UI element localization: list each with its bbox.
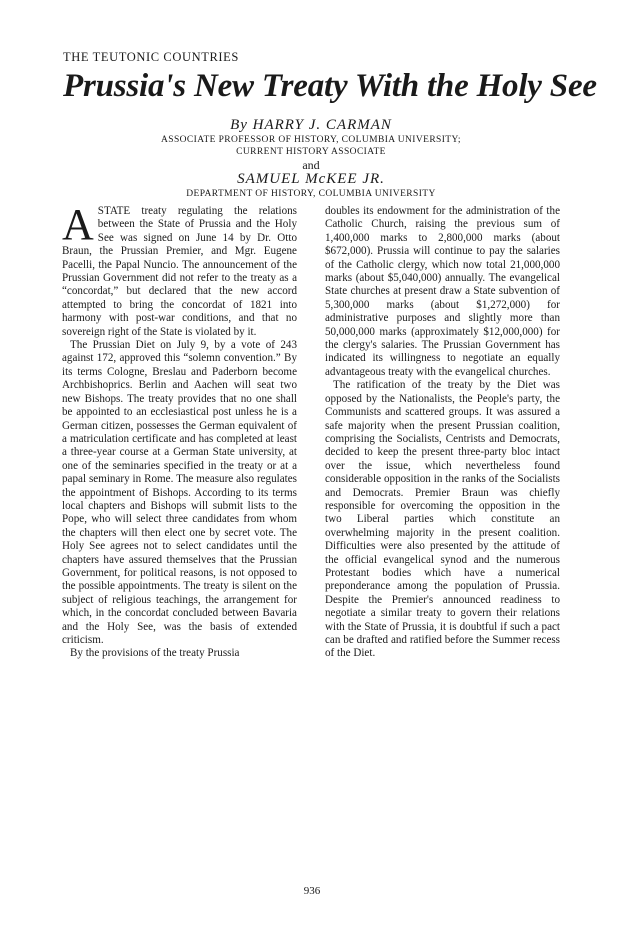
paragraph: By the provisions of the treaty Prussia <box>70 647 240 660</box>
column-left <box>62 200 297 661</box>
article-title: Prussia's New Treaty With the Holy See <box>63 68 597 104</box>
paragraph-text: STATE treaty regulating the relations between the State of Prussia and the Holy See was signed on June 14 by Dr. Otto Braun, the Prussian Premier, and Mgr. Eugene Pacelli, the Papal Nuncio. The announcement of the Prussian Government did not refer to the treaty as a “concordat,” but declared that the new accord attempted to bring the concordat of 1821 into harmony with post-war conditions, and that no sovereign right of the State is violated by it. <box>62 205 297 338</box>
paragraph <box>62 200 297 339</box>
drop-cap: A <box>62 200 94 249</box>
column-right <box>325 205 560 661</box>
author-1-affiliation-2: CURRENT HISTORY ASSOCIATE <box>236 147 386 157</box>
paragraph: doubles its endowment for the administration of the Catholic Church, raising the previous sum of 1,400,000 marks to 2,800,000 marks (about $672,000). Prussia will continue to pay the salaries of the Catholic clergy, which now total 21,000,000 marks (about $5,040,000) annually. The evangelical State churches at present draw a State subvention of 5,300,000 marks (about $1,272,000) for administrative purposes and slightly more than 50,000,000 marks (approximately $12,000,000) for the clergy's salaries. The Prussian Government has indicated its willingness to negotiate an equally advantageous treaty with the evangelical churches. <box>325 205 560 378</box>
paragraph: The Prussian Diet on July 9, by a vote of 243 against 172, approved this “solemn convention.” By its terms Cologne, Breslau and Paderborn become Archbishoprics. Berlin and Aachen will seat two new Bishops. The treaty provides that no one shall be appointed to an ecclesiastical post unless he is a German citizen, possesses the German equivalent of a matriculation certificate and has completed at least a three-year course at a German State university, at one of the seminaries specified in the treaty or at a papal seminary in Rome. The measure also regulates the appointment of Bishops. According to its terms local chapters and Bishops will submit lists to the Pope, who will select three candidates from whom the chapters will then elect one by secret vote. The Holy See agrees not to select candidates until the chapters have assured themselves that the Prussian Government, for political reasons, is not opposed to the possible appointments. The treaty is silent on the subject of religious teachings, the arrangement for which, in the concordat concluded between Bavaria and the Holy See, was the basis of extended criticism. <box>62 339 297 646</box>
byline-and: and <box>302 158 320 172</box>
author-1-name: By HARRY J. CARMAN <box>230 117 392 133</box>
author-2-affiliation: DEPARTMENT OF HISTORY, COLUMBIA UNIVERSITY <box>186 189 436 199</box>
author-1-affiliation: ASSOCIATE PROFESSOR OF HISTORY, COLUMBIA UNIVERSITY; <box>161 135 461 145</box>
page-number: 936 <box>303 885 321 897</box>
paragraph: The ratification of the treaty by the Diet was opposed by the Nationalists, the People's party, the Communists and scattered groups. It was assured a safe majority when the present Prussian coalition, comprising the Socialists, Centrists and Democrats, decided to keep the present three-party bloc intact over the issue, which nevertheless found considerable opposition in the ranks of the Socialists and Democrats. Premier Braun was chiefly responsible for overcoming the opposition in the two Liberal parties which constitute an overwhelming majority in the present coalition. Difficulties were also presented by the attitude of the official evangelical synod and the numerous Protestant bodies which have a numerical preponderance among the population of Prussia. Despite the Premier's announced readiness to negotiate a similar treaty to govern their relations with the State of Prussia, it is doubtful if such a pact can be drafted and ratified before the Summer recess of the Diet. <box>325 379 560 660</box>
section-label: THE TEUTONIC COUNTRIES <box>63 50 239 64</box>
author-2-name: SAMUEL McKEE JR. <box>237 171 385 187</box>
